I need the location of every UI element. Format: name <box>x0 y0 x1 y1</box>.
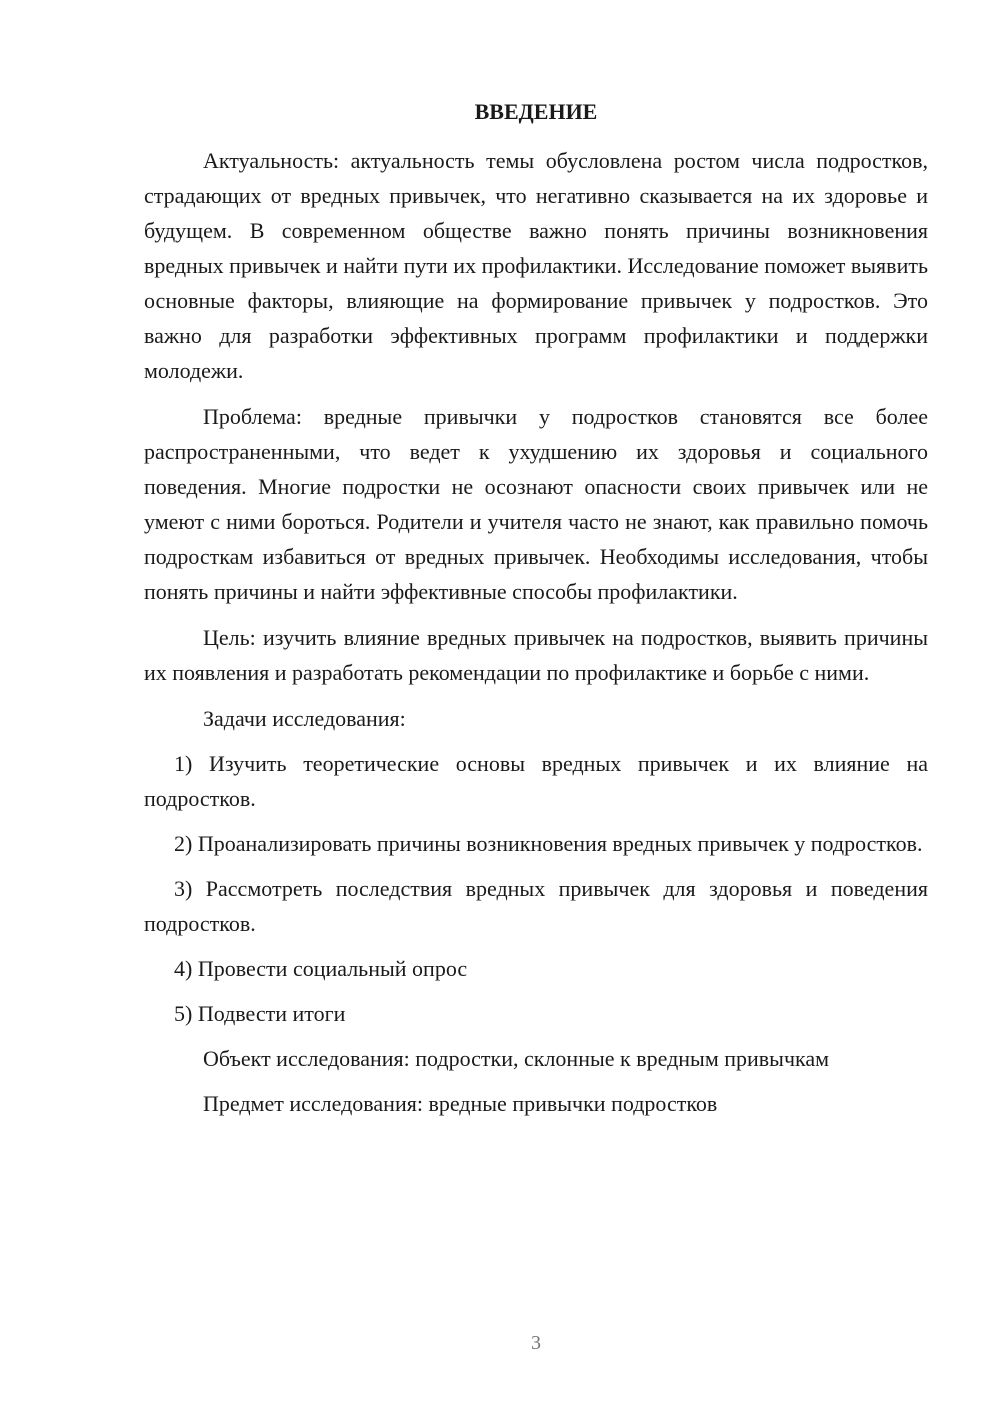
goal-paragraph: Цель: изучить влияние вредных привычек на подростков, выявить причины их появления и разработать рекомендации по профилактике и борьбе с ними. <box>144 625 928 685</box>
page-content <box>144 94 928 1131</box>
page-number: 3 <box>531 1332 541 1354</box>
task-item: 1) Изучить теоретические основы вредных привычек и их влияние на подростков. <box>144 751 928 811</box>
problem-paragraph: Проблема: вредные привычки у подростков становятся все более распространенными, что ведет к ухудшению их здоровья и социального поведения. Многие подростки не осознают опасности своих привычек или не умеют с ними бороться. Родители и учителя часто не знают, как правильно помочь подросткам избавиться от вредных привычек. Необходимы исследования, чтобы понять причины и найти эффективные способы профилактики. <box>144 404 928 604</box>
task-item: 2) Проанализировать причины возникновения вредных привычек у подростков. <box>174 831 923 856</box>
relevance-paragraph: Актуальность: актуальность темы обусловлена ростом числа подростков, страдающих от вредных привычек, что негативно сказывается на их здоровье и будущем. В современном обществе важно понять причины возникновения вредных привычек и найти пути их профилактики. Исследование поможет выявить основные факторы, влияющие на формирование привычек у подростков. Это важно для разработки эффективных программ профилактики и поддержки молодежи. <box>144 148 928 383</box>
task-item: 4) Провести социальный опрос <box>174 956 468 981</box>
tasks-list <box>144 746 928 1031</box>
research-object: Объект исследования: подростки, склонные к вредным привычкам <box>203 1046 830 1071</box>
task-item: 3) Рассмотреть последствия вредных привычек для здоровья и поведения подростков. <box>144 876 928 936</box>
task-item: 5) Подвести итоги <box>174 1001 346 1026</box>
research-subject: Предмет исследования: вредные привычки подростков <box>203 1091 718 1116</box>
tasks-heading: Задачи исследования: <box>203 706 406 731</box>
page-title: ВВЕДЕНИЕ <box>474 99 598 124</box>
